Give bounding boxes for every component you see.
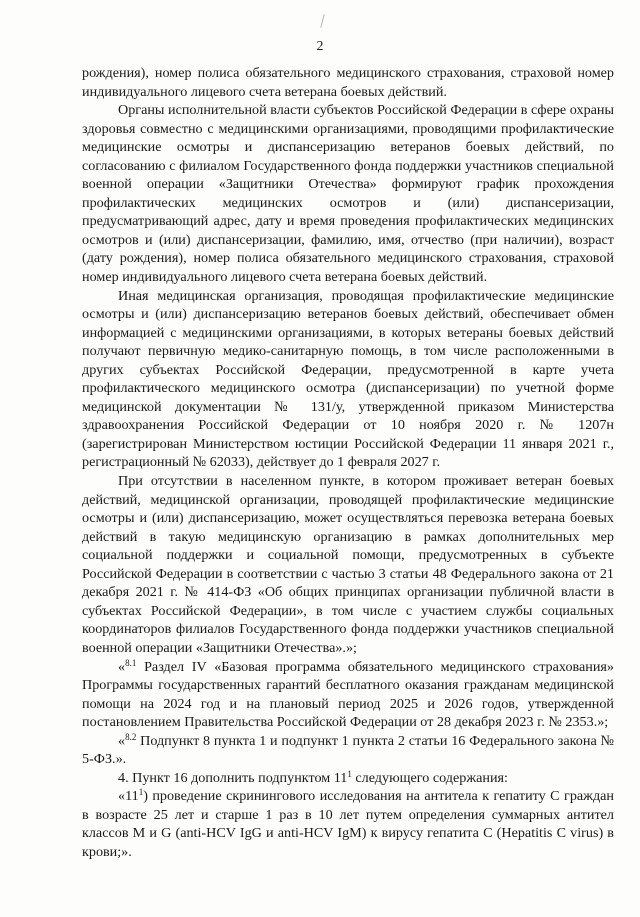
paragraph [82,769,614,788]
paragraph-text: При отсутствии в населенном пункте, в котором проживает ветеран боевых действий, медицинской организации, проводящей профилактические медицинские осмотры и (или) диспансеризацию, может осуществляться перевозка ветерана боевых действий в такую медицинскую организацию в рамках дополнительных мер социальной поддержки и социальной помощи, предусмотренных в субъекте Российской Федерации в соответствии с частью 3 статьи 48 Федерального закона от 21 декабря 2021 г. № 414-ФЗ «Об общих принципах организации публичной власти в субъектах Российской Федерации», в том числе с участием службы социальных координаторов филиалов Государственного фонда поддержки участников специальной военной операции «Защитники Отечества».»; [82,473,614,656]
paragraph [82,658,614,732]
footnote-marker: 8.2 [125,731,137,742]
paragraph-text: « [118,732,126,749]
paragraph-text: следующего содержания: [351,769,508,786]
scan-mark [320,14,324,28]
paragraph [82,732,614,769]
paragraph [82,787,614,861]
paragraph-text: ) проведение скринингового исследования на антитела к гепатиту С граждан в возрасте 25 лет и старше 1 раз в 10 лет путем определения суммарных антител классов M и G (anti-HCV IgG и anti-HCV IgM) к вирусу гепатита С (Hepatitis C virus) в крови;». [82,788,614,860]
paragraph-text: рождения), номер полиса обязательного медицинского страхования, страховой номер индивидуального лицевого счета ветерана боевых действий. [82,65,614,100]
paragraph [82,287,614,472]
footnote-marker: 8.1 [125,657,137,668]
paragraph [82,64,614,101]
paragraph-text: Подпункт 8 пункта 1 и подпункт 1 пункта 2 статьи 16 Федерального закона № 5-ФЗ.». [82,732,614,768]
footnote-marker: 1 [138,787,144,798]
footnote-marker: 1 [347,768,352,779]
paragraph-text: « [118,658,126,675]
document-body [82,64,614,862]
paragraph [82,101,614,286]
paragraph [82,472,614,657]
paragraph-text: Раздел IV «Базовая программа обязательного медицинского страхования» Программы государственных гарантий бесплатного оказания гражданам медицинской помощи на 2024 год и на плановый период 2025 и 2026 годов, утвержденной постановлением Правительства Российской Федерации от 28 декабря 2023 г. № 2353.»; [82,658,614,731]
paragraph-text: 4. Пункт 16 дополнить подпунктом 11 [118,769,348,786]
paragraph-text: «11 [118,788,139,805]
paragraph-text: Органы исполнительной власти субъектов Российской Федерации в сфере охраны здоровья совместно с медицинскими организациями, проводящими профилактические медицинские осмотры и диспансеризацию ветеранов боевых действий, по согласованию с филиалом Государственного фонда поддержки участников специальной военной операции «Защитники Отечества» формируют график прохождения профилактических медицинских осмотров и (или) диспансеризации, предусматривающий адрес, дату и время проведения профилактических медицинских осмотров и (или) диспансеризации, фамилию, имя, отчество (при наличии), возраст (дату рождения), номер полиса обязательного медицинского страхования, страховой номер индивидуального лицевого счета ветерана боевых действий. [82,102,614,286]
paragraph-text: Иная медицинская организация, проводящая профилактические медицинские осмотры и (или) диспансеризацию ветеранов боевых действий, обеспечивает обмен информацией с медицинскими организациями, в которых ветераны боевых действий получают первичную медико-санитарную помощь, в том числе расположенными в других субъектах Российской Федерации, предусмотренной в карте учета профилактического медицинского осмотра (диспансеризации) по учетной форме медицинской документации № 131/у, утвержденной приказом Министерства здравоохранения Российской Федерации от 10 ноября 2020 г. № 1207н (зарегистрирован Министерством юстиции Российской Федерации 11 января 2021 г., регистрационный № 62033), действует до 1 февраля 2027 г. [82,287,614,471]
page-number: 2 [316,38,324,53]
